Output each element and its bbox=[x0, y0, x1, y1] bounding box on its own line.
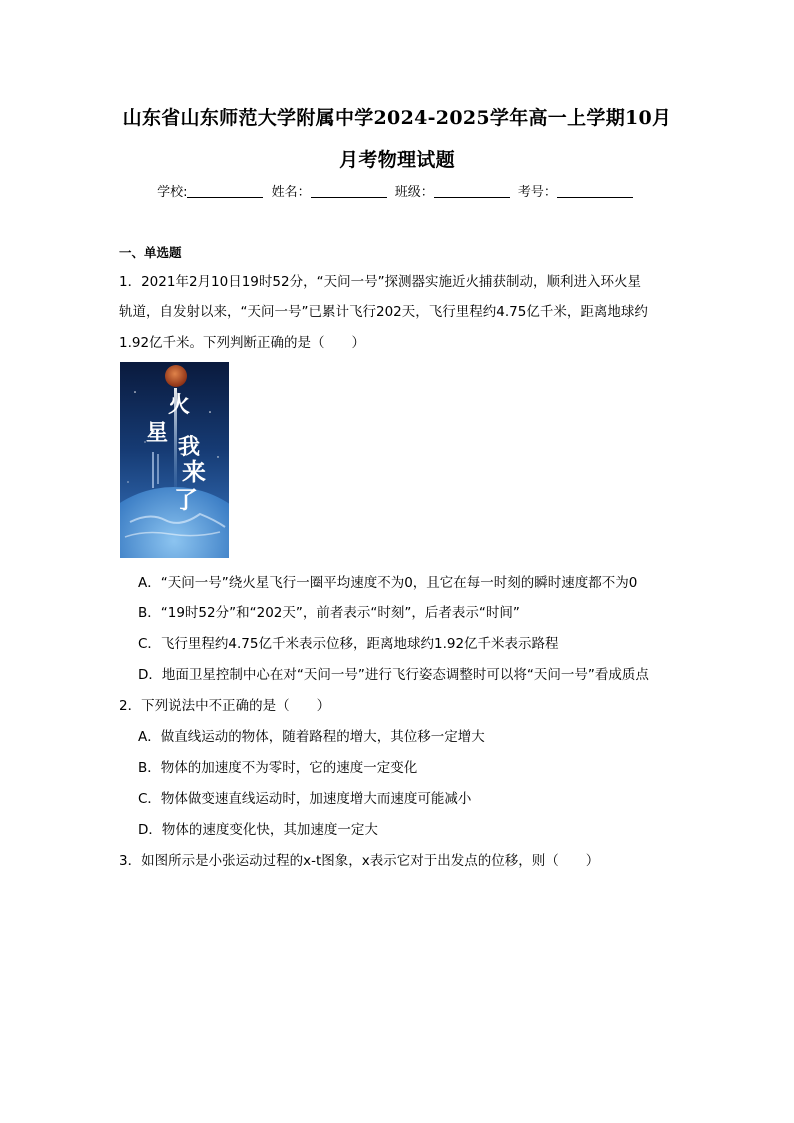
exam-number-label: 考号： bbox=[517, 185, 557, 200]
question-1-option-a: A．“天问一号”绕火星飞行一圈平均速度不为0，且它在每一时刻的瞬时速度都不为0 bbox=[138, 575, 638, 591]
class-label: 班级： bbox=[394, 185, 434, 200]
question-2-stem: 2．下列说法中不正确的是（ ） bbox=[119, 698, 331, 714]
svg-text:星: 星 bbox=[146, 420, 169, 446]
question-2-option-c: C．物体做变速直线运动时，加速度增大而速度可能减小 bbox=[138, 791, 472, 807]
question-2-option-b: B．物体的加速度不为零时，它的速度一定变化 bbox=[138, 760, 418, 776]
name-label: 姓名： bbox=[271, 185, 311, 200]
class-blank[interactable] bbox=[434, 184, 510, 198]
svg-text:来: 来 bbox=[182, 457, 206, 486]
svg-text:火: 火 bbox=[168, 392, 191, 418]
exam-number-blank[interactable] bbox=[557, 184, 633, 198]
exam-title-line2: 月考物理试题 bbox=[339, 149, 455, 171]
exam-title-line1: 山东省山东师范大学附属中学2024-2025学年高一上学期10月 bbox=[122, 107, 672, 129]
section-title: 一、单选题 bbox=[119, 245, 182, 260]
name-blank[interactable] bbox=[311, 184, 387, 198]
question-3-stem: 3．如图所示是小张运动过程的x-t图象，x表示它对于出发点的位移，则（ ） bbox=[119, 853, 600, 869]
student-info-row bbox=[0, 181, 794, 200]
svg-text:我: 我 bbox=[178, 434, 201, 460]
question-1-line-3: 1.92亿千米。下列判断正确的是（ ） bbox=[119, 335, 366, 351]
question-1-option-c: C．飞行里程约4.75亿千米表示位移，距离地球约1.92亿千米表示路程 bbox=[138, 636, 559, 652]
school-blank[interactable] bbox=[187, 184, 263, 198]
question-2-option-d: D．物体的速度变化快，其加速度一定大 bbox=[138, 822, 378, 838]
question-1-option-d: D．地面卫星控制中心在对“天问一号”进行飞行姿态调整时可以将“天问一号”看成质点 bbox=[138, 667, 649, 683]
question-1-line-2: 轨道，自发射以来，“天问一号”已累计飞行202天，飞行里程约4.75亿千米，距离地球约 bbox=[119, 304, 648, 320]
question-1-line-1: 1．2021年2月10日19时52分，“天问一号”探测器实施近火捕获制动，顺利进入环火星 bbox=[119, 274, 642, 290]
question-1-option-b: B．“19时52分”和“202天”，前者表示“时刻”，后者表示“时间” bbox=[138, 605, 520, 621]
question-2-option-a: A．做直线运动的物体，随着路程的增大，其位移一定增大 bbox=[138, 729, 485, 745]
svg-text:了: 了 bbox=[174, 485, 198, 514]
school-label: 学校: bbox=[157, 185, 188, 200]
mars-poster-image bbox=[120, 362, 229, 558]
